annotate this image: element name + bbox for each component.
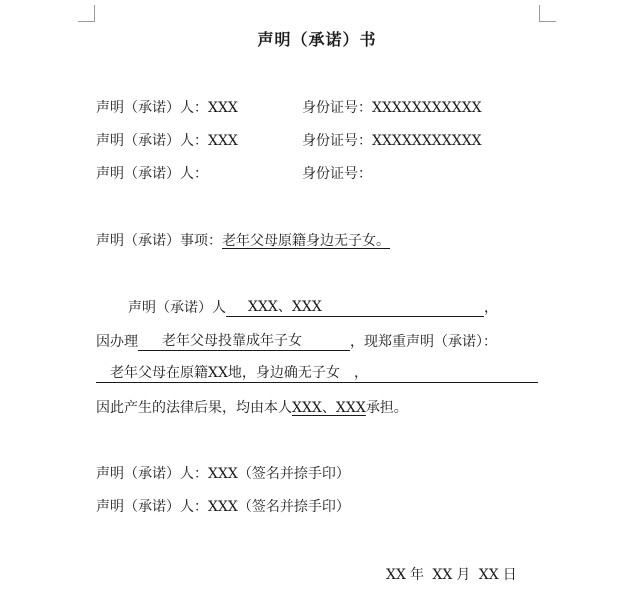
body-l2-value: 老年父母投靠成年子女 xyxy=(138,332,350,351)
signature-label: 声明（承诺）人： xyxy=(96,466,208,482)
body-l1-suffix: ， xyxy=(484,300,498,316)
date-day: XX xyxy=(478,567,499,583)
id-label: 身份证号： xyxy=(302,100,372,116)
body-l3-value xyxy=(96,364,538,383)
matter-row xyxy=(96,230,390,250)
person-row-3 xyxy=(96,163,208,183)
body-l1-prefix: 声明（承诺）人 xyxy=(128,300,226,316)
body-l2-suffix: ，现郑重声明（承诺）： xyxy=(350,334,497,350)
document-title: 声明（承诺）书 xyxy=(257,30,377,49)
person-name: XXX xyxy=(208,100,238,116)
date-month-unit: 月 xyxy=(456,567,471,583)
body-l1-value: XXX、XXX xyxy=(226,298,484,317)
body-l4-prefix: 因此产生的法律后果，均由本人 xyxy=(96,400,292,416)
person-id-2 xyxy=(302,130,482,150)
matter-value: 老年父母原籍身边无子女。 xyxy=(222,233,390,249)
person-name: XXX xyxy=(208,133,238,149)
person-row-2 xyxy=(96,130,238,150)
page-corner-top-right xyxy=(539,5,556,22)
date-year: XX xyxy=(386,567,406,583)
signature-value: XXX（签名并捺手印） xyxy=(208,499,350,515)
signature-row-1 xyxy=(96,463,350,483)
body-line-3 xyxy=(96,364,538,383)
date-line xyxy=(386,564,521,584)
body-l3-suffix: ， xyxy=(353,365,368,381)
signature-value: XXX（签名并捺手印） xyxy=(208,466,350,482)
body-line-1 xyxy=(128,297,498,317)
id-label: 身份证号： xyxy=(302,166,372,182)
person-label: 声明（承诺）人： xyxy=(96,133,208,149)
body-line-2 xyxy=(96,331,497,351)
date-month: XX xyxy=(432,567,453,583)
body-line-4 xyxy=(96,397,408,417)
matter-label: 声明（承诺）事项： xyxy=(96,233,222,249)
date-day-unit: 日 xyxy=(502,567,517,583)
body-l4-suffix: 承担。 xyxy=(365,400,408,416)
signature-label: 声明（承诺）人： xyxy=(96,499,208,515)
body-l3-text: 老年父母在原籍XX地，身边确无子女 xyxy=(110,365,340,381)
person-id-3 xyxy=(302,163,372,183)
person-id-1 xyxy=(302,97,482,117)
person-label: 声明（承诺）人： xyxy=(96,166,208,182)
id-label: 身份证号： xyxy=(302,133,372,149)
date-year-unit: 年 xyxy=(409,567,424,583)
signature-row-2 xyxy=(96,496,350,516)
id-value: XXXXXXXXXXX xyxy=(372,133,482,149)
page-corner-top-left xyxy=(78,5,95,22)
body-l2-prefix: 因办理 xyxy=(96,334,138,350)
body-l4-value: XXX、XXX xyxy=(292,400,366,416)
id-value: XXXXXXXXXXX xyxy=(372,100,482,116)
person-label: 声明（承诺）人： xyxy=(96,100,208,116)
person-row-1 xyxy=(96,97,238,117)
